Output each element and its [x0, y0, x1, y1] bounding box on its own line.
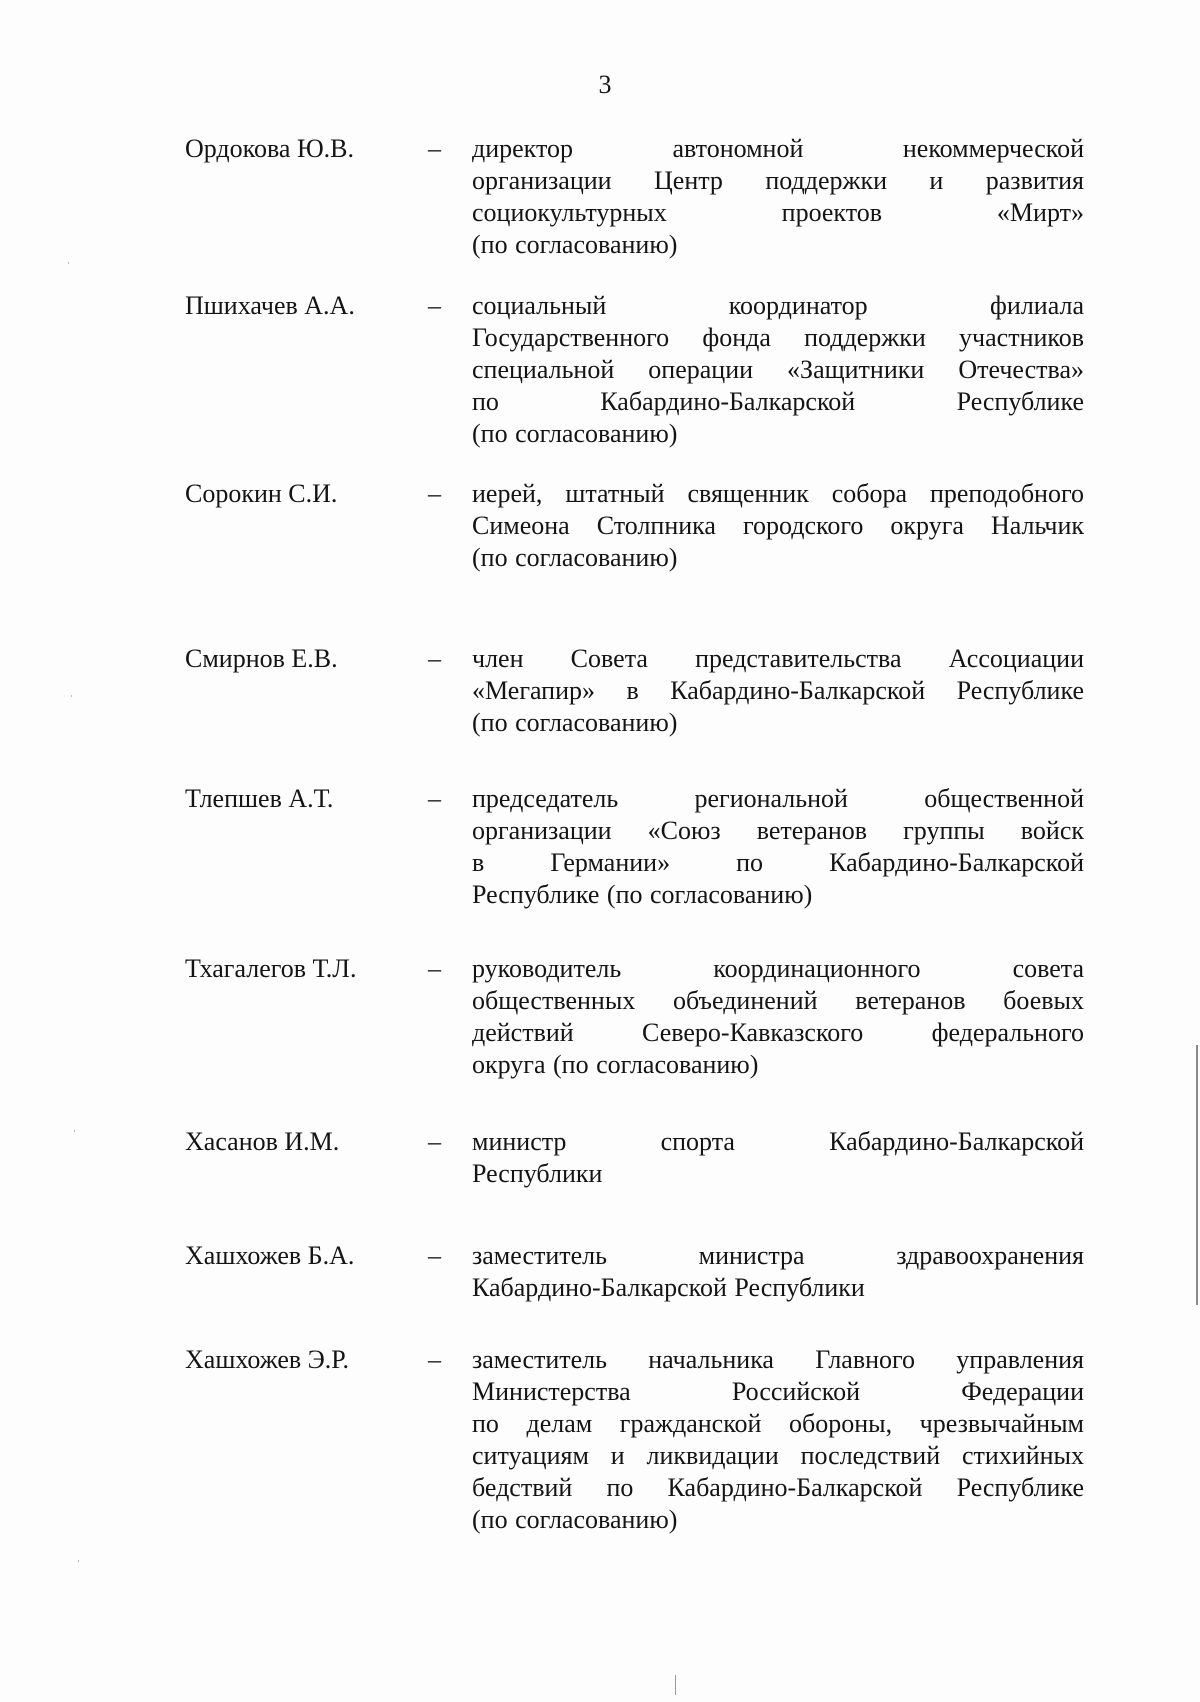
position-line: (по согласованию)	[472, 543, 678, 572]
scan-artifact	[675, 1675, 676, 1695]
member-name: Хасанов И.М.	[185, 1127, 340, 1156]
member-position	[472, 783, 1084, 911]
member-name: Тхагалегов Т.Л.	[185, 954, 357, 983]
position-line: член Совета представительства Ассоциации	[472, 644, 1084, 673]
member-position	[472, 1126, 1084, 1190]
position-line: Министерства Российской Федерации	[472, 1377, 1084, 1406]
position-line: Республики	[472, 1159, 603, 1188]
position-line: Государственного фонда поддержки участников	[472, 323, 1084, 352]
position-line: директор автономной некоммерческой	[472, 134, 1084, 163]
position-line: «Мегапир» в Кабардино-Балкарской Республике	[472, 676, 1084, 705]
scan-artifact	[1196, 1045, 1198, 1305]
position-line: руководитель координационного совета	[472, 954, 1084, 983]
member-name: Хашхожев Б.А.	[185, 1241, 355, 1270]
position-line: социальный координатор филиала	[472, 291, 1084, 320]
position-line: министр спорта Кабардино-Балкарской	[472, 1127, 1084, 1156]
member-name: Тлепшев А.Т.	[185, 784, 334, 813]
member-dash: –	[428, 1241, 441, 1270]
position-line: заместитель министра здравоохранения	[472, 1241, 1084, 1270]
member-dash: –	[428, 784, 441, 813]
position-line: (по согласованию)	[472, 230, 678, 259]
member-name: Ордокова Ю.В.	[185, 134, 355, 163]
position-line: председатель региональной общественной	[472, 784, 1084, 813]
position-line: Симеона Столпника городского округа Нальчик	[472, 511, 1084, 540]
position-line: (по согласованию)	[472, 419, 678, 448]
scan-artifact	[78, 1560, 79, 1562]
position-line: специальной операции «Защитники Отечества»	[472, 355, 1084, 384]
position-line: (по согласованию)	[472, 1505, 678, 1534]
position-line: (по согласованию)	[472, 708, 678, 737]
position-line: ситуациям и ликвидации последствий стихийных	[472, 1441, 1084, 1470]
scan-artifact	[74, 1130, 75, 1132]
member-dash: –	[428, 291, 441, 320]
page-number: 3	[598, 70, 612, 99]
member-position	[472, 133, 1084, 261]
position-line: организации «Союз ветеранов группы войск	[472, 816, 1084, 845]
member-dash: –	[428, 479, 441, 508]
position-line: общественных объединений ветеранов боевых	[472, 986, 1084, 1015]
position-line: по Кабардино-Балкарской Республике	[472, 387, 1084, 416]
position-line: социокультурных проектов «Мирт»	[472, 198, 1084, 227]
member-name: Хашхожев Э.Р.	[185, 1345, 350, 1374]
member-name: Сорокин С.И.	[185, 479, 338, 508]
member-dash: –	[428, 1127, 441, 1156]
member-position	[472, 478, 1084, 574]
position-line: Республике (по согласованию)	[472, 880, 813, 909]
member-position	[472, 1240, 1084, 1304]
scan-artifact	[68, 262, 69, 264]
member-dash: –	[428, 954, 441, 983]
position-line: по делам гражданской обороны, чрезвычайным	[472, 1409, 1084, 1438]
member-position	[472, 290, 1084, 450]
position-line: действий Северо-Кавказского федерального	[472, 1018, 1084, 1047]
member-dash: –	[428, 134, 441, 163]
position-line: бедствий по Кабардино-Балкарской Республике	[472, 1473, 1084, 1502]
position-line: в Германии» по Кабардино-Балкарской	[472, 848, 1084, 877]
member-position	[472, 643, 1084, 739]
member-position	[472, 1344, 1084, 1536]
member-position	[472, 953, 1084, 1081]
position-line: округа (по согласованию)	[472, 1050, 759, 1079]
position-line: организации Центр поддержки и развития	[472, 166, 1084, 195]
member-dash: –	[428, 644, 441, 673]
position-line: заместитель начальника Главного управления	[472, 1345, 1084, 1374]
position-line: иерей, штатный священник собора преподобного	[472, 479, 1084, 508]
scan-artifact	[71, 695, 72, 697]
member-name: Пшихачев А.А.	[185, 291, 355, 320]
position-line: Кабардино-Балкарской Республики	[472, 1273, 865, 1302]
member-name: Смирнов Е.В.	[185, 644, 338, 673]
member-dash: –	[428, 1345, 441, 1374]
